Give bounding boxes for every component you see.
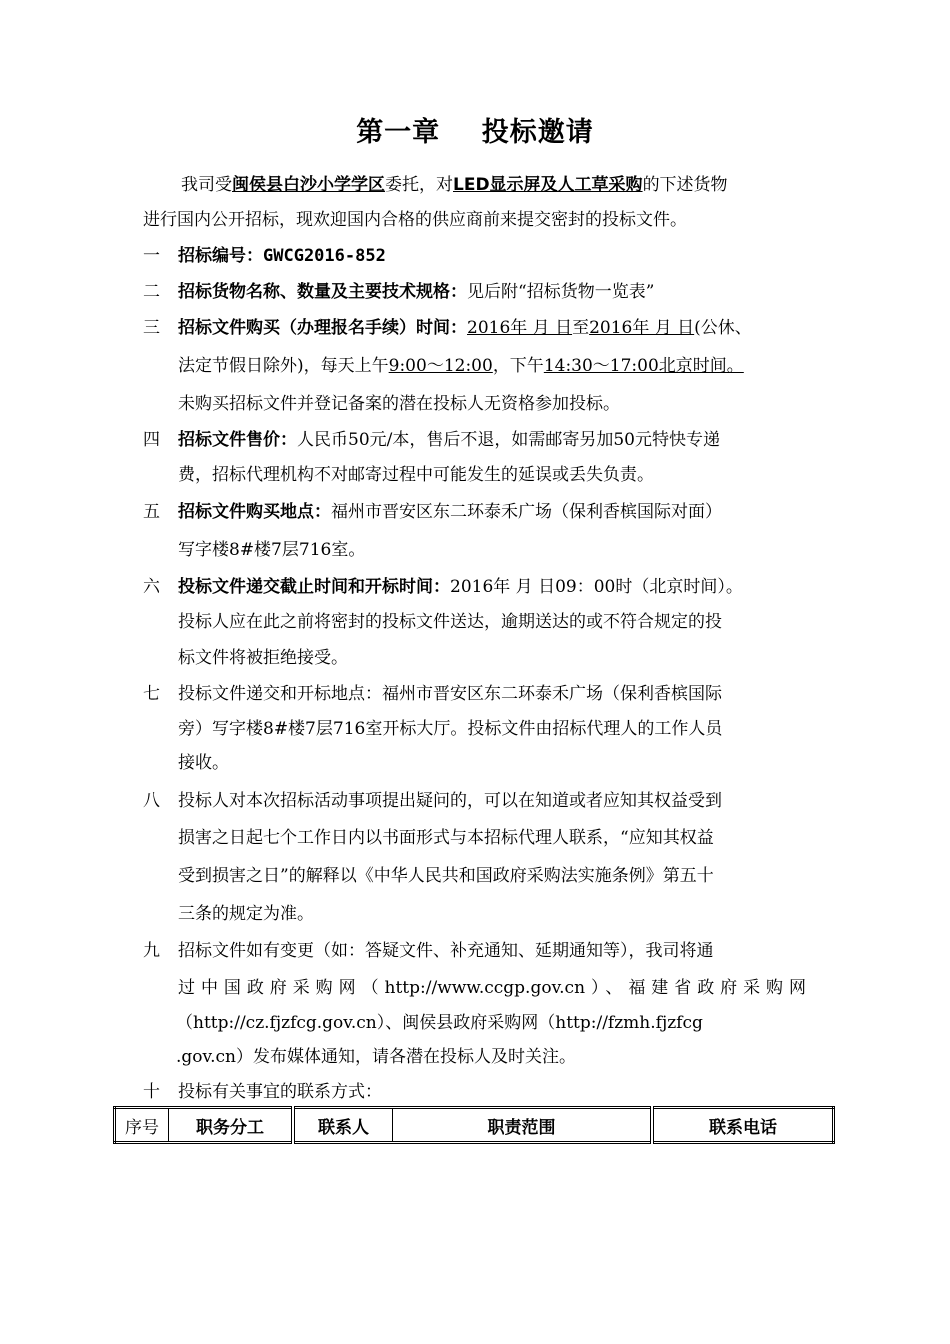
item-text: 至 xyxy=(572,318,590,338)
item-label: 投标文件递交截止时间和开标时间： xyxy=(178,577,450,597)
item-number: 八 xyxy=(143,791,160,811)
item-number: 七 xyxy=(143,684,160,704)
table-header-cell: 联系人 xyxy=(293,1108,393,1143)
table-header-row xyxy=(115,1108,834,1143)
contact-table xyxy=(113,1106,835,1144)
item-number: 六 xyxy=(143,577,160,597)
page-title: 第一章 投标邀请 xyxy=(356,117,594,148)
item-10-line-1: 投标有关事宜的联系方式： xyxy=(178,1082,382,1102)
item-8-line-4: 三条的规定为准。 xyxy=(178,904,314,924)
item-6-line-3: 标文件将被拒绝接受。 xyxy=(178,648,348,668)
item-7-line-2: 旁）写字楼8#楼7层716室开标大厅。投标文件由招标代理人的工作人员 xyxy=(178,719,723,739)
item-text: ，下午 xyxy=(492,356,544,376)
item-4-line-1 xyxy=(178,429,720,451)
item-text: (公休、 xyxy=(694,318,752,338)
item-1 xyxy=(178,245,386,267)
table-header-cell: 职务分工 xyxy=(169,1108,294,1143)
item-text: 见后附“招标货物一览表” xyxy=(467,282,655,302)
end-date: 2016年 月 日 xyxy=(589,318,695,338)
item-label: 招标编号： xyxy=(178,246,263,266)
item-4-line-2: 费，招标代理机构不对邮寄过程中可能发生的延误或丢失负责。 xyxy=(178,465,654,485)
intro-line-2: 进行国内公开招标，现欢迎国内合格的供应商前来提交密封的投标文件。 xyxy=(143,210,687,230)
item-label: 招标货物名称、数量及主要技术规格： xyxy=(178,282,467,302)
item-number: 十 xyxy=(143,1082,160,1102)
table-header-cell: 序号 xyxy=(115,1108,169,1143)
item-5-line-1 xyxy=(178,501,722,523)
item-number: 一 xyxy=(143,246,160,266)
item-number: 九 xyxy=(143,941,160,961)
intro-line-1 xyxy=(181,174,728,196)
start-date: 2016年 月 日 xyxy=(467,318,573,338)
intro-text: 委托，对 xyxy=(385,175,453,195)
item-3-line-2 xyxy=(178,355,744,377)
item-text: 福州市晋安区东二环泰禾广场（保利香槟国际对面） xyxy=(331,502,722,522)
item-7-line-1: 投标文件递交和开标地点：福州市晋安区东二环泰禾广场（保利香槟国际 xyxy=(178,684,722,704)
item-label: 招标文件购买地点： xyxy=(178,502,331,522)
item-8-line-2: 损害之日起七个工作日内以书面形式与本招标代理人联系，“应知其权益 xyxy=(178,828,714,848)
item-5-line-2: 写字楼8#楼7层716室。 xyxy=(178,540,366,560)
item-number: 三 xyxy=(143,318,160,338)
afternoon-hours: 14:30～17:00北京时间。 xyxy=(543,356,744,376)
item-7-line-3: 接收。 xyxy=(178,753,229,773)
item-text: 过中国政府采购网（http://www.ccgp.gov.cn）、福建省政府采购网 xyxy=(178,978,806,998)
item-text: 法定节假日除外)，每天上午 xyxy=(178,356,389,376)
item-2 xyxy=(178,281,654,303)
item-label: 招标文件购买（办理报名手续）时间： xyxy=(178,318,467,338)
item-6-line-1 xyxy=(178,576,743,598)
item-8-line-1: 投标人对本次招标活动事项提出疑问的，可以在知道或者应知其权益受到 xyxy=(178,791,722,811)
table-header-cell: 职责范围 xyxy=(393,1108,653,1143)
item-3-line-1 xyxy=(178,317,752,339)
item-9-line-3: （http://cz.fjzfcg.gov.cn）、闽侯县政府采购网（http://fzmh.fjzfcg xyxy=(176,1013,703,1033)
bid-number: GWCG2016-852 xyxy=(263,246,386,266)
item-6-line-2: 投标人应在此之前将密封的投标文件送达，逾期送达的或不符合规定的投 xyxy=(178,612,722,632)
project-name: LED显示屏及人工草采购 xyxy=(453,175,643,195)
entity-name: 闽侯县白沙小学学区 xyxy=(232,175,385,195)
table-header-cell: 联系电话 xyxy=(652,1108,834,1143)
item-3-line-3: 未购买招标文件并登记备案的潜在投标人无资格参加投标。 xyxy=(178,394,620,414)
intro-text: 我司受 xyxy=(181,175,232,195)
item-number: 四 xyxy=(143,430,160,450)
item-text: 人民币50元/本，售后不退，如需邮寄另加50元特快专递 xyxy=(297,430,720,450)
item-number: 二 xyxy=(143,282,160,302)
intro-text: 的下述货物 xyxy=(642,175,728,195)
item-text: 2016年 月 日09：00时（北京时间）。 xyxy=(450,577,743,597)
item-9-line-1: 招标文件如有变更（如：答疑文件、补充通知、延期通知等），我司将通 xyxy=(178,941,714,961)
item-9-line-2 xyxy=(178,977,806,999)
item-8-line-3: 受到损害之日”的解释以《中华人民共和国政府采购法实施条例》第五十 xyxy=(178,866,714,886)
item-label: 招标文件售价： xyxy=(178,430,297,450)
morning-hours: 9:00～12:00 xyxy=(388,356,493,376)
item-9-line-4: .gov.cn）发布媒体通知，请各潜在投标人及时关注。 xyxy=(176,1047,576,1067)
item-number: 五 xyxy=(143,502,160,522)
